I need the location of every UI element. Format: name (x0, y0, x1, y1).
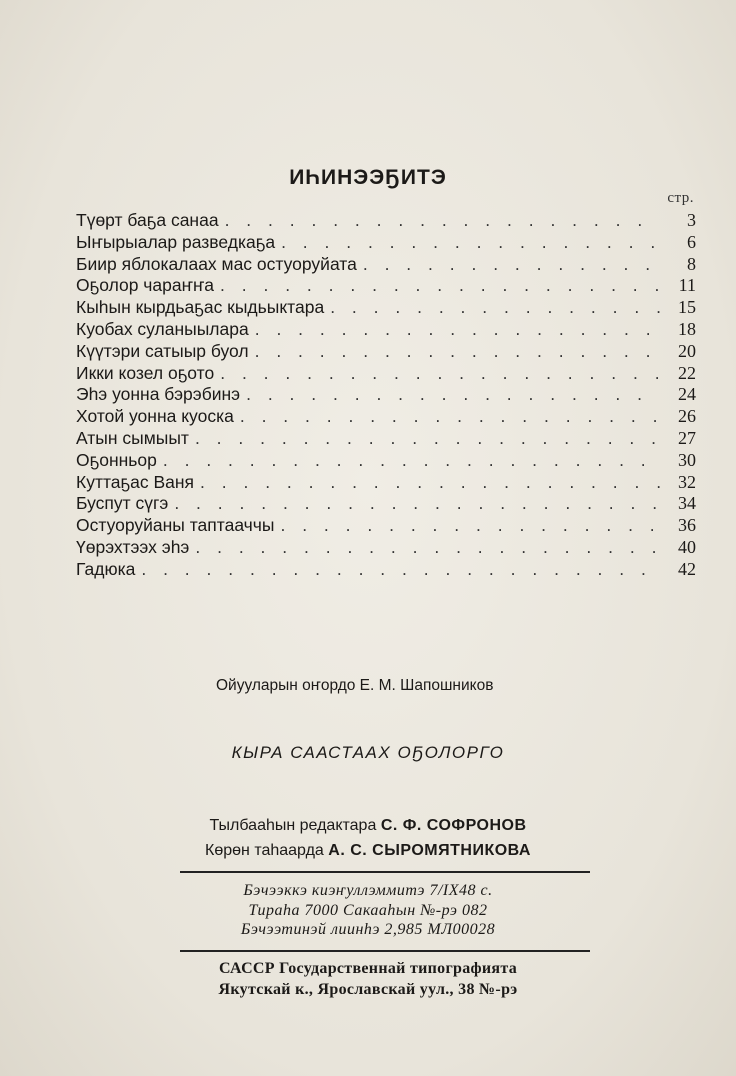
toc-entry-title: Ыҥырыалар разведкаҕа (76, 231, 276, 252)
toc-entry-title: Икки козел оҕото (76, 362, 215, 383)
toc-entry-page: 3 (687, 210, 696, 230)
toc-entry-title: Оҕонньор (76, 449, 157, 470)
toc-entry-page: 26 (678, 406, 696, 427)
toc-entry-page: 6 (687, 231, 696, 252)
toc-entry-page: 11 (678, 275, 696, 296)
printer-line: Якутскай к., Ярославскай уул., 38 №-рэ (218, 981, 518, 998)
dot-leader (163, 450, 660, 472)
toc-entry (76, 384, 696, 406)
toc-entry (76, 450, 696, 472)
dot-leader (174, 493, 660, 515)
proofreader-credit (0, 842, 736, 860)
dot-leader (220, 275, 660, 297)
toc-entry-page: 32 (678, 471, 696, 492)
toc-entry-title: Буспут сүгэ (76, 493, 169, 514)
toc-entry-page: 22 (678, 362, 696, 383)
toc-entry-page: 15 (678, 297, 696, 318)
toc-entry-title: Биир яблокалаах мас остуоруйата (76, 253, 357, 274)
toc-entry-title: Хотой уонна куоска (76, 406, 234, 427)
toc-entry-title: Гадюка (76, 558, 136, 579)
divider (180, 871, 590, 873)
dot-leader (281, 232, 660, 254)
toc-entry (76, 559, 696, 581)
dot-leader (363, 254, 660, 276)
toc-entry-page: 42 (678, 558, 696, 579)
editor-label: Тылбааһын редактара (209, 817, 377, 834)
dot-leader (255, 341, 660, 363)
imprint-line: Бэчээккэ киэҥуллэммитэ 7/IX48 с. (243, 882, 493, 899)
dot-leader (246, 384, 660, 406)
dot-leader (280, 515, 660, 537)
imprint-line: Тираһа 7000 Сакааһын №-рэ 082 (248, 902, 488, 919)
toc-entry (76, 363, 696, 385)
illustrator-credit: Ойууларын оҥордо Е. М. Шапошников (216, 677, 494, 694)
toc-title: ИҺИНЭЭҔИТЭ (289, 166, 447, 189)
toc-entry-page: 8 (687, 253, 696, 274)
toc-entry-page: 20 (678, 340, 696, 361)
toc-entry-page: 18 (678, 318, 696, 339)
table-of-contents (76, 210, 696, 581)
toc-entry-title: Кыһын кырдьаҕас кыдьыктара (76, 297, 325, 318)
toc-entry (76, 428, 696, 450)
toc-entry (76, 493, 696, 515)
dot-leader (255, 319, 660, 341)
toc-entry (76, 297, 696, 319)
editor-credit (0, 817, 736, 835)
toc-entry (76, 537, 696, 559)
toc-entry (76, 472, 696, 494)
toc-entry-title: Куттаҕас Ваня (76, 471, 195, 492)
dot-leader (195, 428, 660, 450)
imprint-line: Бэчээтинэй лиинһэ 2,985 МЛ00028 (240, 921, 496, 938)
toc-entry-title: Остуоруйаны таптааччы (76, 515, 275, 536)
dot-leader (220, 363, 660, 385)
dot-leader (141, 559, 660, 581)
dot-leader (200, 472, 660, 494)
toc-entry (76, 319, 696, 341)
toc-entry-title: Атын сымыыт (76, 427, 189, 448)
toc-entry (76, 341, 696, 363)
toc-entry-title: Күүтэри сатыыр буол (76, 340, 249, 361)
dot-leader (195, 537, 660, 559)
book-title: КЫРА СААСТААХ ОҔОЛОРГО (231, 743, 505, 762)
toc-entry (76, 406, 696, 428)
dot-leader (225, 210, 660, 232)
proofreader-name: А. С. СЫРОМЯТНИКОВА (328, 842, 531, 859)
toc-entry-title: Үөрэхтээх эһэ (76, 536, 190, 557)
toc-entry-page: 27 (678, 427, 696, 448)
toc-entry-page: 40 (678, 536, 696, 557)
toc-entry (76, 232, 696, 254)
toc-entry-title: Эһэ уонна бэрэбинэ (76, 384, 241, 405)
proofreader-label: Көрөн таһаарда (205, 842, 324, 859)
dot-leader (330, 297, 660, 319)
toc-entry (76, 275, 696, 297)
toc-entry (76, 254, 696, 276)
toc-entry-title: Куобах суланыылара (76, 318, 249, 339)
toc-entry (76, 515, 696, 537)
toc-entry-page: 24 (678, 384, 696, 405)
toc-entry-title: Түөрт баҕа санаа (76, 210, 219, 230)
toc-entry-page: 30 (678, 449, 696, 470)
toc-entry-page: 34 (678, 493, 696, 514)
toc-entry-page: 36 (678, 515, 696, 536)
divider (180, 950, 590, 952)
toc-entry (76, 210, 696, 232)
toc-entry-title: Оҕолор чараҥҥа (76, 275, 215, 296)
dot-leader (240, 406, 660, 428)
pages-column-header: стр. (667, 190, 694, 206)
printer-line: САССР Государственнай типографията (218, 960, 518, 977)
editor-name: С. Ф. СОФРОНОВ (380, 817, 527, 834)
